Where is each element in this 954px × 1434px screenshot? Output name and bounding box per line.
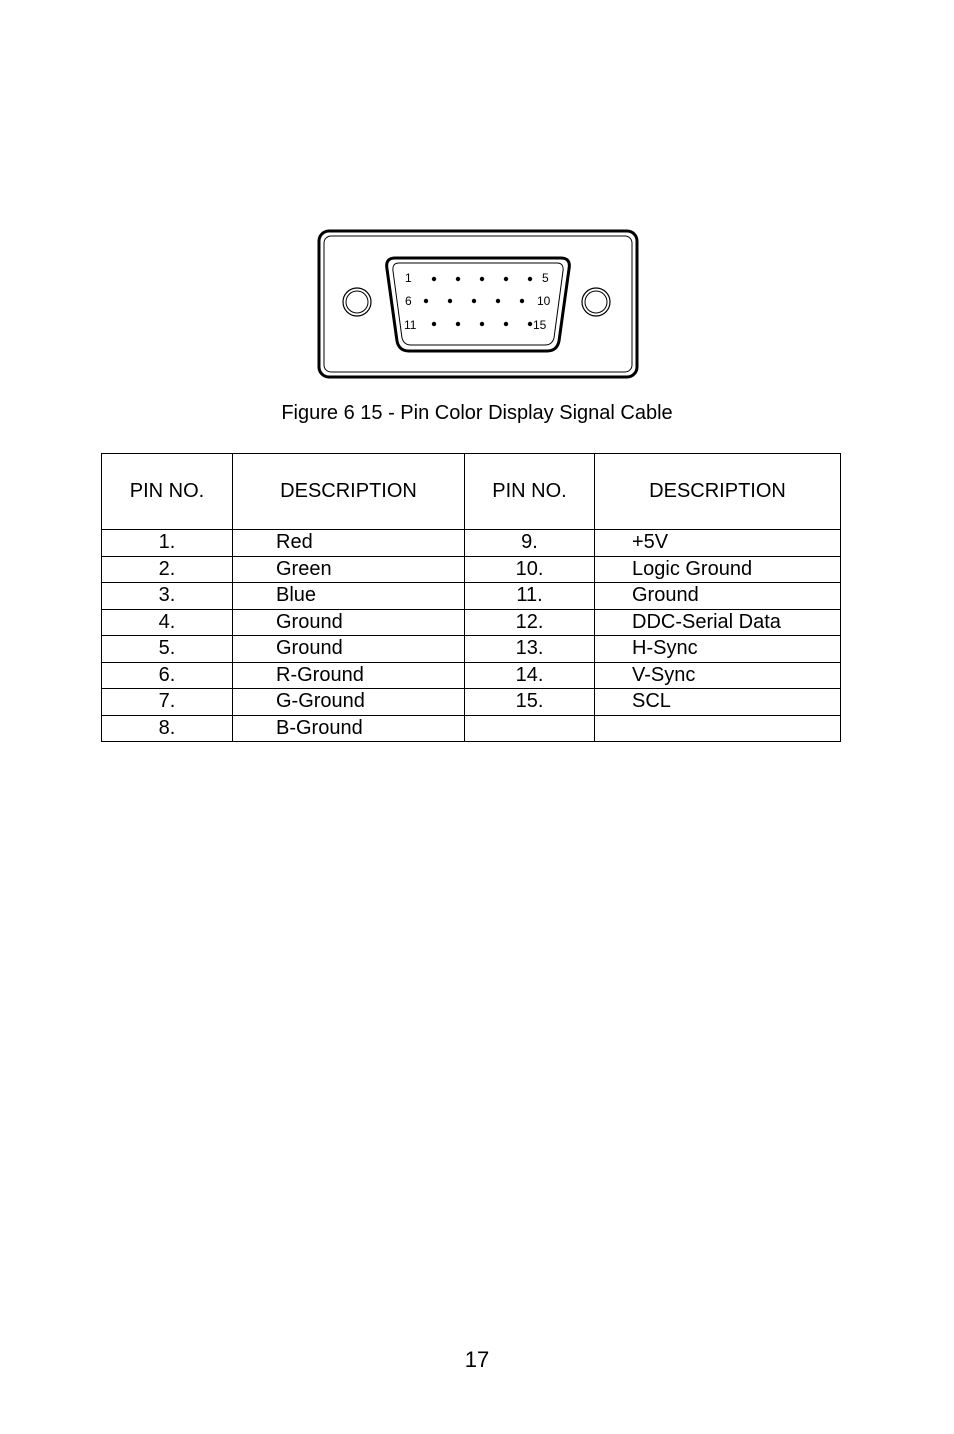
table-header-row [102, 454, 841, 530]
header-pin-no-1: PIN NO. [102, 454, 233, 530]
pin-label-5: 5 [542, 271, 549, 285]
connector-outer-frame [319, 231, 637, 377]
pin-description: Logic Ground [595, 556, 841, 583]
pin-description: SCL [595, 689, 841, 716]
table-row [102, 689, 841, 716]
pin-row-2 [424, 299, 524, 303]
header-description-2: DESCRIPTION [595, 454, 841, 530]
table-row [102, 662, 841, 689]
pin-label-15: 15 [533, 318, 547, 332]
pin-description: Ground [233, 609, 465, 636]
left-screw-hole [343, 288, 371, 316]
pin-number: 11. [465, 583, 595, 610]
pin-description: Ground [233, 636, 465, 663]
right-screw-hole [582, 288, 610, 316]
pin-number: 3. [102, 583, 233, 610]
pin-description [595, 715, 841, 742]
pin-description: Red [233, 530, 465, 557]
pin-description: H-Sync [595, 636, 841, 663]
pin-description: +5V [595, 530, 841, 557]
pin-number: 9. [465, 530, 595, 557]
page-number: 17 [464, 1347, 490, 1372]
pin-description: Green [233, 556, 465, 583]
figure-caption: Figure 6 15 - Pin Color Display Signal Cable [281, 402, 673, 424]
pin-number: 1. [102, 530, 233, 557]
table-row [102, 530, 841, 557]
pin-number: 14. [465, 662, 595, 689]
pin-assignment-table [101, 453, 841, 742]
pin-number: 15. [465, 689, 595, 716]
pin-number: 8. [102, 715, 233, 742]
pin-label-1: 1 [405, 271, 412, 285]
pin-number: 6. [102, 662, 233, 689]
pin-number: 5. [102, 636, 233, 663]
pin-row-3 [432, 322, 532, 326]
pin-description: DDC-Serial Data [595, 609, 841, 636]
table-row [102, 609, 841, 636]
table-row [102, 715, 841, 742]
pin-label-6: 6 [405, 294, 412, 308]
vga-connector-diagram [317, 229, 639, 379]
pin-description: V-Sync [595, 662, 841, 689]
pin-description: Blue [233, 583, 465, 610]
pin-number [465, 715, 595, 742]
table-row [102, 556, 841, 583]
pin-label-11: 11 [404, 318, 417, 332]
table-row [102, 636, 841, 663]
pin-number: 12. [465, 609, 595, 636]
pin-description: B-Ground [233, 715, 465, 742]
pin-description: R-Ground [233, 662, 465, 689]
pin-description: G-Ground [233, 689, 465, 716]
header-description-1: DESCRIPTION [233, 454, 465, 530]
pin-number: 2. [102, 556, 233, 583]
pin-number: 13. [465, 636, 595, 663]
table-row [102, 583, 841, 610]
pin-number: 4. [102, 609, 233, 636]
header-pin-no-2: PIN NO. [465, 454, 595, 530]
pin-number: 7. [102, 689, 233, 716]
pin-label-10: 10 [537, 294, 551, 308]
pin-number: 10. [465, 556, 595, 583]
pin-description: Ground [595, 583, 841, 610]
pin-row-1 [432, 277, 532, 281]
